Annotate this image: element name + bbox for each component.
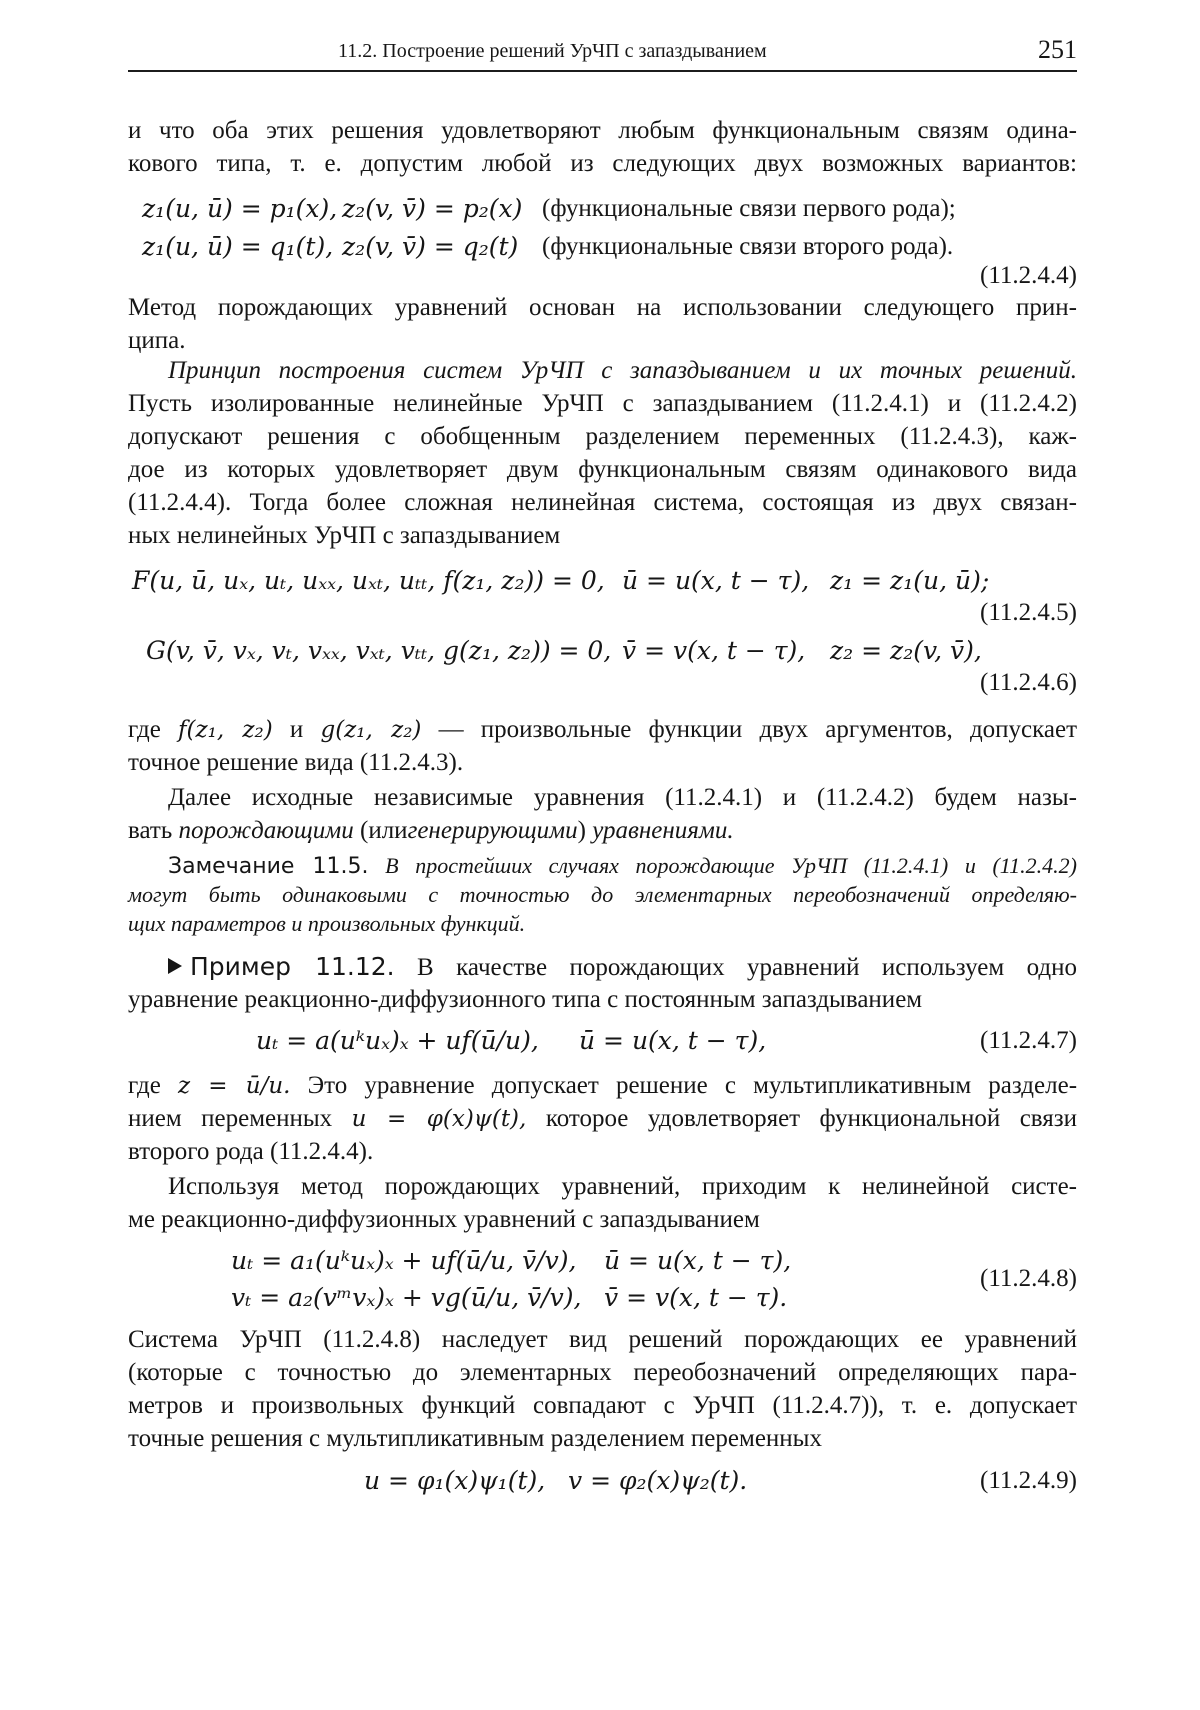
math: u = φ₁(x)ψ₁(t), [364,1466,546,1495]
text-line: ме реакционно-диффузионных уравнений с запаздыванием [128,1206,760,1233]
math: G(v, v̄, vₓ, vₜ, vₓₓ, vₓₜ, vₜₜ, g(z₁, z₂)) = 0, [146,636,612,665]
math: vₜ = a₂(vᵐvₓ)ₓ + vg(ū/u, v̄/v), [231,1283,582,1312]
math: z₂(v, v̄) = q₂(t) [342,232,519,261]
principle-title: Принцип построения систем УрЧП с запаздыванием и их точных решений. [168,357,1077,384]
example-label: Пример 11.12. [190,952,395,981]
text-line: Далее исходные независимые уравнения (11.2.4.1) и (11.2.4.2) будем назы- [168,784,1077,811]
text-line: дое из которых удовлетворяет двум функциональным связям одинакового вида [128,456,1077,483]
math: F(u, ū, uₓ, uₜ, uₓₓ, uₓₜ, uₜₜ, f(z₁, z₂)) = 0, [132,566,605,595]
math: u = φ(x)ψ(t), [351,1106,527,1132]
text-line: Используя метод порождающих уравнений, приходим к нелинейной систе- [168,1173,1077,1200]
text-line: ных нелинейных УрЧП с запаздыванием [128,522,561,549]
math: z = ū/u. [177,1073,291,1099]
math: ū = u(x, t − τ), [604,1246,792,1275]
text-line: где f(z₁, z₂) и g(z₁, z₂) — произвольные функции двух аргументов, допускает [128,716,1078,743]
math: z₁(u, ū) = q₁(t), [142,232,334,261]
running-title: 11.2. Построение решений УрЧП с запаздыванием [338,40,767,62]
equation-number: (11.2.4.8) [980,1265,1077,1292]
text-line: Пусть изолированные нелинейные УрЧП с запаздыванием (11.2.4.1) и (11.2.4.2) [128,390,1077,417]
text-line: Система УрЧП (11.2.4.8) наследует вид решений порождающих ее уравнений [128,1326,1077,1353]
text-line: второго рода (11.2.4.4). [128,1138,374,1165]
text-line: и что оба этих решения удовлетворяют любым функциональным связям одина- [128,117,1077,144]
equation-number: (11.2.4.6) [980,669,1077,696]
math: v̄ = v(x, t − τ), [622,636,806,665]
math: uₜ = a(uᵏuₓ)ₓ + uf(ū/u), [256,1026,539,1055]
equation-number: (11.2.4.9) [980,1467,1077,1494]
math: ū = u(x, t − τ), [622,566,810,595]
text-line: Метод порождающих уравнений основан на использовании следующего прин- [128,294,1077,321]
math: v = φ₂(x)ψ₂(t). [568,1466,748,1495]
math: f(z₁, z₂) [178,717,273,743]
example-line: Пример 11.12. В качестве порождающих уравнений используем одно [128,950,1077,985]
equation-note: (функциональные связи второго рода). [542,233,954,260]
text-line: (которые с точностью до элементарных переобозначений определяющих пара- [128,1359,1077,1386]
text-line: (11.2.4.4). Тогда более сложная нелинейная система, состоящая из двух связан- [128,489,1077,516]
text-line: точное решение вида (11.2.4.3). [128,749,464,776]
math: ū = u(x, t − τ), [579,1026,767,1055]
equation-number: (11.2.4.5) [980,599,1077,626]
math: z₁ = z₁(u, ū); [830,566,990,595]
remark-line: щих параметров и произвольных функций. [128,911,526,936]
math: v̄ = v(x, t − τ). [604,1283,788,1312]
math: uₜ = a₁(uᵏuₓ)ₓ + uf(ū/u, v̄/v), [231,1246,577,1275]
text-line: где z = ū/u. Это уравнение допускает решение с мультипликативным разделе- [128,1072,1078,1099]
running-header [128,35,1077,72]
triangle-marker-icon [168,958,182,974]
math: z₁(u, ū) = p₁(x), [142,194,338,223]
text-line: ципа. [128,327,186,354]
text-line: точные решения с мультипликативным разделением переменных [128,1425,822,1452]
text-line: нием переменных u = φ(x)ψ(t), которое удовлетворяет функциональной связи [128,1105,1078,1132]
equation-note: (функциональные связи первого рода); [542,195,956,222]
remark-label: Замечание 11.5. [168,854,369,879]
text-line: кового типа, т. е. допустим любой из следующих двух возможных вариантов: [128,150,1077,177]
text-line: метров и произвольных функций совпадают с УрЧП (11.2.4.7)), т. е. допускает [128,1392,1077,1419]
page-number: 251 [1038,35,1077,64]
header-rule [128,70,1077,72]
text-line: допускают решения с обобщенным разделением переменных (11.2.4.3), каж- [128,423,1077,450]
text-line: уравнение реакционно-диффузионного типа с постоянным запаздыванием [128,986,923,1013]
math: z₂(v, v̄) = p₂(x) [342,194,523,223]
equation-number: (11.2.4.7) [980,1027,1077,1054]
remark-line: могут быть одинаковыми с точностью до элементарных переобозначений определяю- [128,882,1077,907]
math: z₂ = z₂(v, v̄), [830,636,982,665]
equation-number: (11.2.4.4) [980,262,1077,289]
remark-line: Замечание 11.5. В простейших случаях порождающие УрЧП (11.2.4.1) и (11.2.4.2) [168,853,1077,879]
math: g(z₁, z₂) [320,717,422,743]
book-page [128,0,1077,1710]
text-line: вать порождающими (илигенерирующими) уравнениями. [128,817,734,844]
